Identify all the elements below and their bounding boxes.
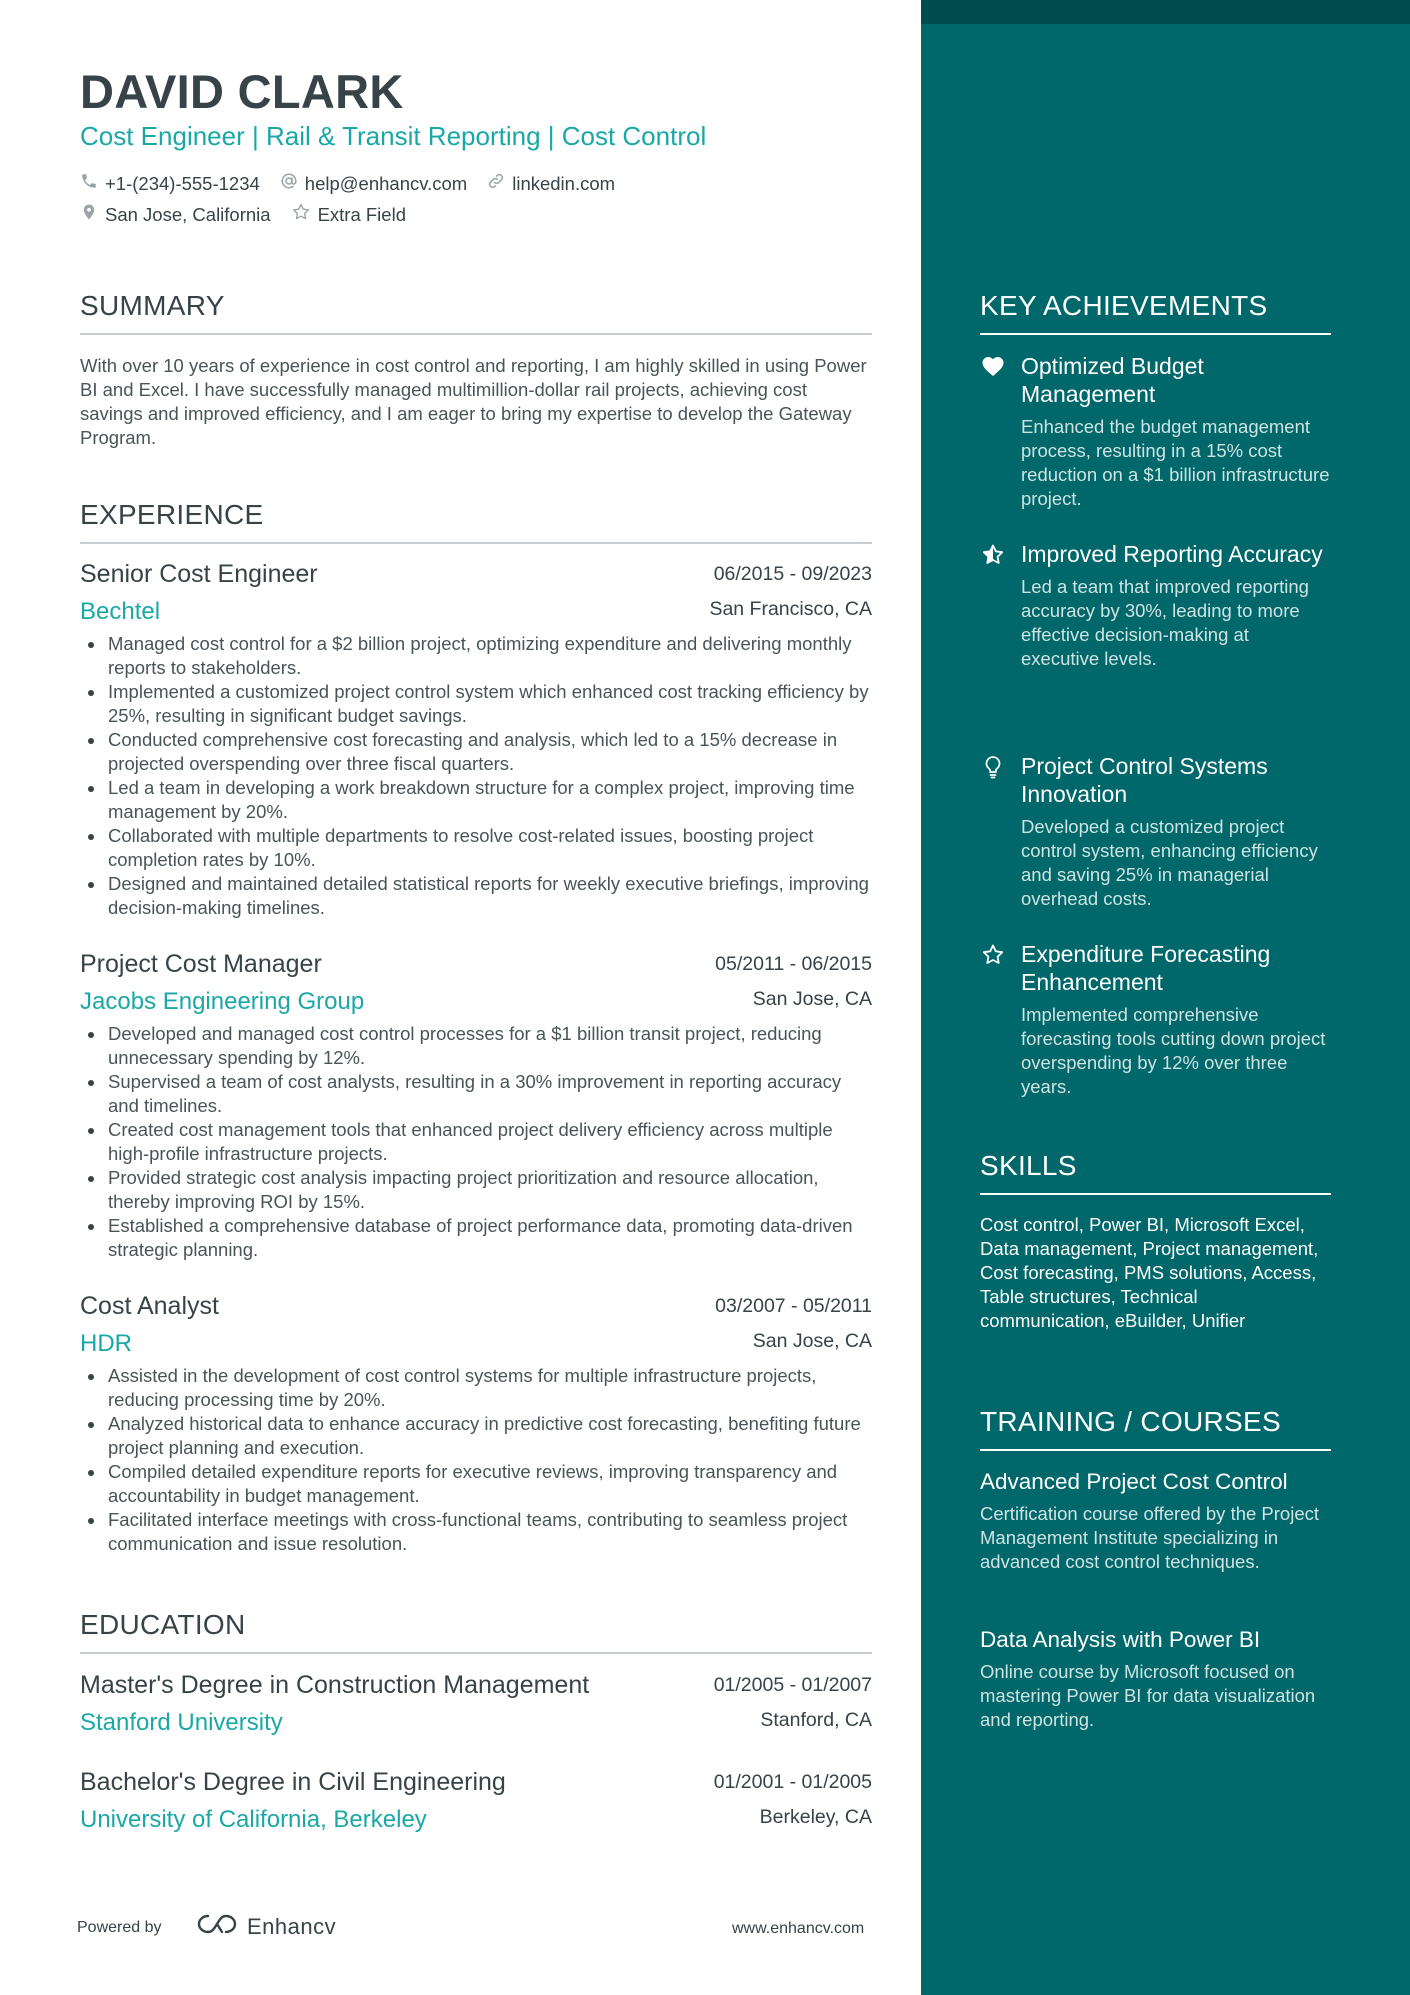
- skills-text: Cost control, Power BI, Microsoft Excel, Data management, Project management, Cost forecasting, PMS solutions, Access, Table structures, Technical communication, eBuilder, Unifier: [980, 1214, 1319, 1331]
- achievement-title: Optimized Budget Management: [1021, 353, 1204, 407]
- linkedin-text: linkedin.com: [512, 172, 616, 194]
- link-icon: [487, 172, 512, 195]
- achievement-item: [980, 352, 1331, 511]
- job-role: Project Cost Manager: [80, 950, 322, 978]
- experience-heading: EXPERIENCE: [80, 499, 872, 544]
- education-dates: 01/2005 - 01/2007: [713, 1674, 872, 1696]
- candidate-title: Cost Engineer | Rail & Transit Reporting | Cost Control: [80, 121, 707, 151]
- achievement-desc: Implemented comprehensive forecasting tools cutting down project overspending by 12% over three years.: [1021, 1004, 1326, 1097]
- contact-row-2: [80, 202, 426, 227]
- star-outline-icon: [291, 202, 318, 227]
- job-dates: 05/2011 - 06/2015: [715, 953, 872, 975]
- school-location: Berkeley, CA: [759, 1806, 872, 1828]
- achievement-desc: Led a team that improved reporting accuracy by 30%, leading to more effective decision-making at executive levels.: [1021, 576, 1309, 669]
- achievement-title: Expenditure Forecasting Enhancement: [1021, 941, 1271, 995]
- achievement-item: [980, 540, 1331, 671]
- course-title: Advanced Project Cost Control: [980, 1469, 1288, 1494]
- footer-url[interactable]: www.enhancv.com: [732, 1920, 865, 1937]
- list-item: Created cost management tools that enhanced project delivery efficiency across multiple high-profile infrastructure projects.: [80, 1118, 872, 1166]
- list-item: Facilitated interface meetings with cross-functional teams, contributing to seamless project communication and issue resolution.: [80, 1508, 872, 1556]
- extra-text: Extra Field: [317, 203, 406, 225]
- heart-icon: [980, 355, 1006, 381]
- course-item: [980, 1626, 1331, 1732]
- course-desc: Certification course offered by the Project Management Institute specializing in advanced cost control techniques.: [980, 1503, 1319, 1572]
- enhancv-logo-icon: [195, 1912, 239, 1941]
- star-outline-icon: [980, 943, 1006, 969]
- phone-icon: [80, 172, 105, 195]
- phone-text: +1-(234)-555-1234: [105, 172, 260, 194]
- training-heading: TRAINING / COURSES: [980, 1406, 1331, 1451]
- summary-heading: SUMMARY: [80, 290, 872, 335]
- sidebar: [921, 0, 1410, 1995]
- degree: Master's Degree in Construction Management: [80, 1671, 590, 1699]
- school-location: Stanford, CA: [760, 1709, 872, 1731]
- list-item: Led a team in developing a work breakdown structure for a complex project, improving time management by 20%.: [80, 776, 872, 824]
- star-half-icon: [980, 543, 1006, 569]
- experience-item: [80, 560, 872, 920]
- contact-linkedin[interactable]: [487, 172, 615, 195]
- achievement-desc: Enhanced the budget management process, resulting in a 15% cost reduction on a $1 billion infrastructure project.: [1021, 416, 1330, 509]
- achievement-title: Project Control Systems Innovation: [1021, 753, 1268, 807]
- experience-item: [80, 1292, 872, 1556]
- summary-text: With over 10 years of experience in cost control and reporting, I am highly skilled in using Power BI and Excel. I have successfully managed multimillion-dollar rail projects, achieving cost savings and improved efficiency, and I am eager to bring my expertise to develop the Gateway Program.: [80, 355, 867, 448]
- job-location: San Jose, CA: [752, 1330, 872, 1352]
- enhancv-brand: Enhancv: [247, 1913, 337, 1939]
- lightbulb-icon: [980, 755, 1006, 781]
- achievement-item: [980, 940, 1331, 1099]
- list-item: Managed cost control for a $2 billion project, optimizing expenditure and delivering monthly reports to stakeholders.: [80, 632, 872, 680]
- location-pin-icon: [80, 202, 105, 227]
- contact-extra: [291, 202, 406, 227]
- education-heading: EDUCATION: [80, 1609, 872, 1654]
- list-item: Collaborated with multiple departments to resolve cost-related issues, boosting project completion rates by 10%.: [80, 824, 872, 872]
- achievement-desc: Developed a customized project control system, enhancing efficiency and saving 25% in managerial overhead costs.: [1021, 816, 1318, 909]
- education-dates: 01/2001 - 01/2005: [713, 1771, 872, 1793]
- contact-phone[interactable]: [80, 172, 260, 195]
- job-location: San Francisco, CA: [709, 598, 872, 620]
- achievement-item: [980, 752, 1331, 911]
- school: University of California, Berkeley: [80, 1806, 427, 1833]
- list-item: Developed and managed cost control processes for a $1 billion transit project, reducing unnecessary spending by 12%.: [80, 1022, 872, 1070]
- job-bullets: [80, 1022, 872, 1262]
- list-item: Designed and maintained detailed statistical reports for weekly executive briefings, improving decision-making timelines.: [80, 872, 872, 920]
- job-bullets: [80, 632, 872, 920]
- location-text: San Jose, California: [105, 203, 271, 225]
- list-item: Implemented a customized project control system which enhanced cost tracking efficiency by 25%, resulting in significant budget savings.: [80, 680, 872, 728]
- course-title: Data Analysis with Power BI: [980, 1627, 1261, 1652]
- job-company: Bechtel: [80, 598, 161, 625]
- school: Stanford University: [80, 1709, 283, 1736]
- achievement-title: Improved Reporting Accuracy: [1021, 541, 1323, 567]
- list-item: Provided strategic cost analysis impacting project prioritization and resource allocation, thereby improving ROI by 15%.: [80, 1166, 872, 1214]
- list-item: Conducted comprehensive cost forecasting and analysis, which led to a 15% decrease in projected overspending over three fiscal quarters.: [80, 728, 872, 776]
- sidebar-top-band: [921, 0, 1410, 24]
- job-company: HDR: [80, 1330, 132, 1357]
- candidate-name: DAVID CLARK: [80, 65, 404, 118]
- course-desc: Online course by Microsoft focused on mastering Power BI for data visualization and reporting.: [980, 1661, 1316, 1730]
- education-item: [80, 1768, 872, 1840]
- job-location: San Jose, CA: [752, 988, 872, 1010]
- contact-location: [80, 202, 271, 227]
- enhancv-logo[interactable]: [195, 1912, 336, 1941]
- list-item: Analyzed historical data to enhance accuracy in predictive cost forecasting, benefiting future project planning and execution.: [80, 1412, 872, 1460]
- achievements-heading: KEY ACHIEVEMENTS: [980, 290, 1331, 335]
- job-company: Jacobs Engineering Group: [80, 988, 365, 1015]
- powered-by-label: Powered by: [77, 1919, 162, 1936]
- job-bullets: [80, 1364, 872, 1556]
- education-item: [80, 1671, 872, 1743]
- skills-heading: SKILLS: [980, 1150, 1331, 1195]
- contact-email[interactable]: [280, 172, 467, 195]
- contact-row-1: [80, 172, 635, 195]
- job-role: Senior Cost Engineer: [80, 560, 318, 588]
- list-item: Compiled detailed expenditure reports for executive reviews, improving transparency and accountability in budget management.: [80, 1460, 872, 1508]
- job-role: Cost Analyst: [80, 1292, 219, 1320]
- course-item: [980, 1468, 1331, 1574]
- email-text: help@enhancv.com: [304, 172, 468, 194]
- job-dates: 03/2007 - 05/2011: [715, 1295, 872, 1317]
- list-item: Established a comprehensive database of project performance data, promoting data-driven strategic planning.: [80, 1214, 872, 1262]
- experience-item: [80, 950, 872, 1262]
- job-dates: 06/2015 - 09/2023: [713, 563, 872, 585]
- list-item: Assisted in the development of cost control systems for multiple infrastructure projects, reducing processing time by 20%.: [80, 1364, 872, 1412]
- at-icon: [280, 172, 305, 195]
- list-item: Supervised a team of cost analysts, resulting in a 30% improvement in reporting accuracy and timelines.: [80, 1070, 872, 1118]
- degree: Bachelor's Degree in Civil Engineering: [80, 1768, 506, 1796]
